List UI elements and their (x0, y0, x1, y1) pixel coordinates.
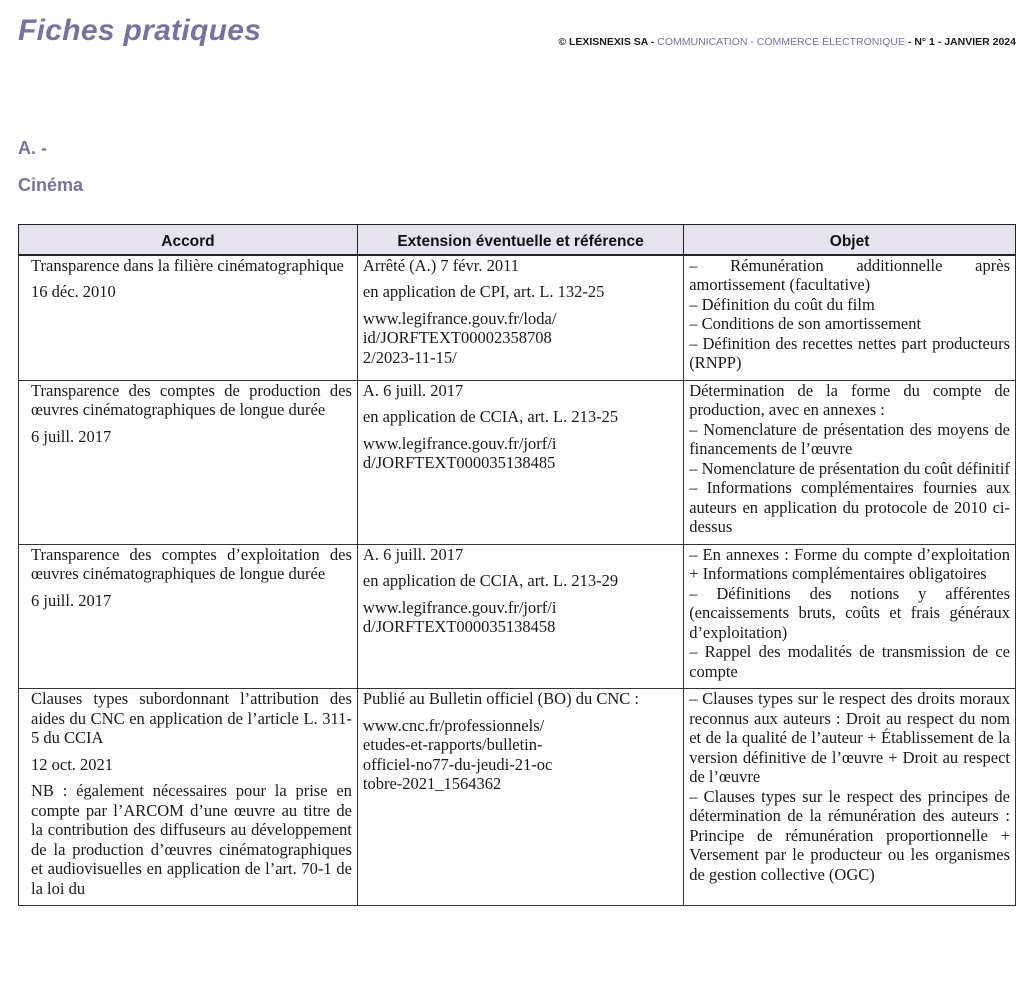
objet-item: – Nomenclature de présentation du coût définitif (689, 458, 1010, 478)
objet-cell (684, 255, 1016, 381)
accord-note: NB : également nécessaires pour la prise en compte par l’ARCOM d’une œuvre au titre de la contribution des diffuseurs au développement de la production d’œuvres cinématographiques et audiovisuelles en application de l’art. 70-1 de la loi du (31, 781, 352, 898)
objet-cell (684, 544, 1016, 689)
accord-date: 6 juill. 2017 (31, 426, 112, 446)
extension-url: www.legifrance.gouv.fr/loda/ id/JORFTEXT00002358708 2/2023-11-15/ (362, 308, 557, 367)
extension-cell (357, 255, 683, 381)
accord-cell (19, 255, 358, 381)
accord-date: 6 juill. 2017 (31, 590, 112, 610)
extension-cell (357, 380, 683, 544)
table-header-row (19, 225, 1016, 255)
objet-item: – Informations complémentaires fournies aux auteurs en application du protocole de 2010 ci-dessus (689, 478, 1010, 536)
extension-act: Arrêté (A.) 7 févr. 2011 (362, 255, 519, 275)
extension-basis: en application de CCIA, art. L. 213-29 (362, 571, 619, 590)
objet-item: – Définition du coût du film (689, 294, 875, 314)
accord-date: 16 déc. 2010 (31, 282, 116, 301)
accord-name: Transparence des comptes de production des œuvres cinématographiques de longue durée (31, 380, 352, 419)
accord-name: Clauses types subordonnant l’attribution des aides du CNC en application de l’article L. 311-5 du CCIA (31, 689, 352, 747)
accord-date: 12 oct. 2021 (31, 754, 114, 774)
extension-act: A. 6 juill. 2017 (362, 544, 464, 564)
column-header-extension: Extension éventuelle et référence (357, 225, 683, 255)
extension-basis: en application de CPI, art. L. 132-25 (362, 282, 605, 301)
extension-cell (357, 689, 683, 906)
table-row (19, 255, 1016, 381)
objet-item: – Définition des recettes nettes part producteurs (RNPP) (689, 333, 1010, 372)
objet-item: – Rémunération additionnelle après amortissement (facultative) (689, 255, 1010, 294)
table-row (19, 380, 1016, 544)
objet-cell (684, 689, 1016, 906)
extension-cell (357, 544, 683, 689)
objet-cell (684, 380, 1016, 544)
journal-reference (558, 36, 1016, 48)
objet-item: Détermination de la forme du compte de production, avec en annexes : (689, 380, 1010, 419)
running-title: Fiches pratiques (18, 14, 262, 47)
journal-section: COMMUNICATION - COMMERCE ÉLECTRONIQUE (657, 36, 905, 48)
journal-issue: - N° 1 - JANVIER 2024 (905, 36, 1016, 48)
table-row (19, 689, 1016, 906)
extension-act: A. 6 juill. 2017 (362, 380, 464, 400)
objet-item: – En annexes : Forme du compte d’exploitation + Informations complémentaires obligatoires (689, 544, 1010, 583)
accord-name: Transparence des comptes d’exploitation des œuvres cinématographiques de longue durée (31, 544, 352, 583)
column-header-accord: Accord (19, 225, 358, 255)
journal-publisher: © LEXISNEXIS SA - (558, 36, 658, 48)
section-title: Cinéma (18, 175, 84, 195)
accord-cell (19, 689, 358, 906)
extension-url: www.legifrance.gouv.fr/jorf/i d/JORFTEXT000035138485 (362, 433, 557, 472)
objet-item: – Clauses types sur le respect des principes de détermination de la rémunération des auteurs : Principe de rémunération proportionnelle + Versement par le producteur ou les organismes de gestion collective (OGC) (689, 786, 1010, 884)
column-header-objet: Objet (684, 225, 1016, 255)
objet-item: – Rappel des modalités de transmission de ce compte (689, 642, 1010, 681)
objet-item: – Conditions de son amortissement (689, 314, 922, 333)
objet-item: – Nomenclature de présentation des moyens de financements de l’œuvre (689, 419, 1010, 458)
section-letter: A. - (18, 138, 47, 158)
objet-item: – Définitions des notions y afférentes (encaissements bruts, coûts et frais généraux d’exploitation) (689, 583, 1010, 642)
extension-basis: en application de CCIA, art. L. 213-25 (362, 407, 619, 426)
extension-url: www.legifrance.gouv.fr/jorf/i d/JORFTEXT000035138458 (362, 597, 557, 636)
objet-item: – Clauses types sur le respect des droits moraux reconnus aux auteurs : Droit au respect du nom et de la qualité de l’auteur + Établissement de la version définitive de l’œuvre + Droit au respect de l’œuvre (689, 689, 1010, 786)
accord-cell (19, 380, 358, 544)
accord-name: Transparence dans la filière cinématographique (31, 255, 344, 275)
extension-url: www.cnc.fr/professionnels/ etudes-et-rapports/bulletin- officiel-no77-du-jeudi-21-oc tobre-2021_1564362 (362, 715, 553, 793)
accord-cell (19, 544, 358, 689)
extension-act: Publié au Bulletin officiel (BO) du CNC : (362, 689, 639, 708)
table-row (19, 544, 1016, 689)
accords-table (18, 224, 1016, 906)
